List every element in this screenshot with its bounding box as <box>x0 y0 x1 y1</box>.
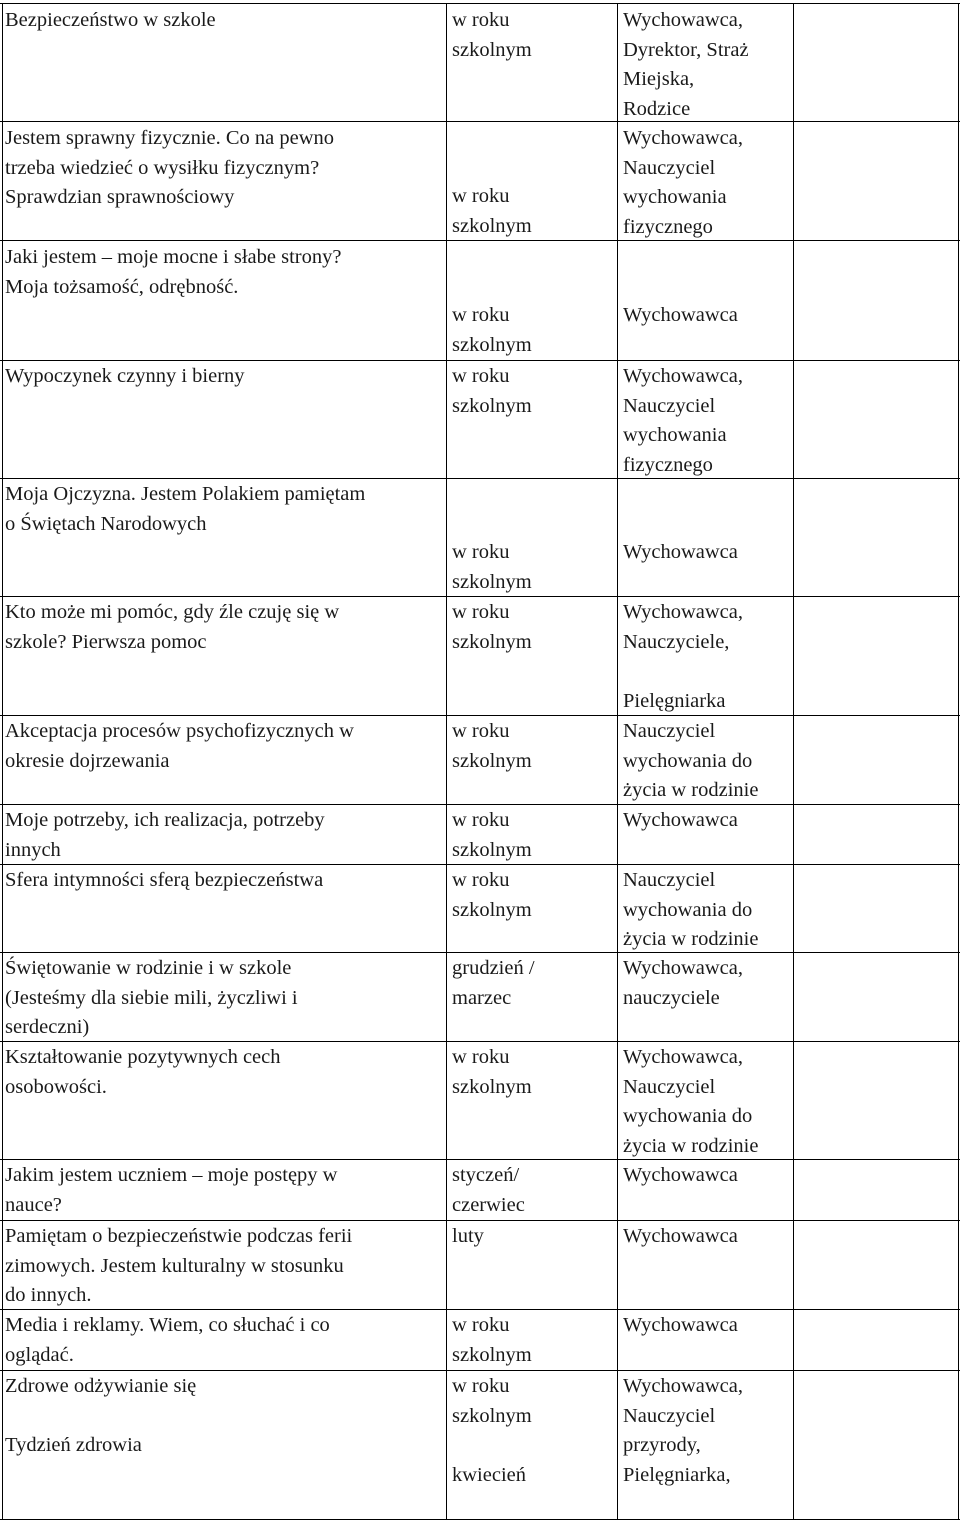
topic-cell: Moja Ojczyzna. Jestem Polakiem pamiętam o Świętach Narodowych <box>5 483 366 535</box>
topic-cell: Jestem sprawny fizycznie. Co na pewno trzeba wiedzieć o wysiłku fizycznym? Sprawdzian sprawnościowy <box>5 127 335 208</box>
term-cell: grudzień / marzec <box>452 957 535 1009</box>
topic-cell: Wypoczynek czynny i bierny <box>5 365 245 387</box>
table-border-right <box>958 3 959 1519</box>
person-cell: Wychowawca, Dyrektor, Straż Miejska, Rodzice <box>623 9 749 120</box>
term-cell: w roku szkolnym <box>452 185 532 237</box>
term-cell: w roku szkolnym <box>452 1046 532 1098</box>
topic-cell: Jaki jestem – moje mocne i słabe strony? Moja tożsamość, odrębność. <box>5 246 342 298</box>
term-cell: w roku szkolnym <box>452 809 532 861</box>
topic-cell: Bezpieczeństwo w szkole <box>5 9 216 31</box>
term-cell: w roku szkolnym <box>452 304 532 356</box>
term-cell: luty <box>452 1225 484 1247</box>
topic-cell: Zdrowe odżywianie się Tydzień zdrowia <box>5 1375 197 1456</box>
person-cell: Nauczyciel wychowania do życia w rodzinie <box>623 720 759 801</box>
topic-cell: Kształtowanie pozytywnych cech osobowości. <box>5 1046 281 1098</box>
person-cell: Wychowawca <box>623 541 738 563</box>
person-cell: Wychowawca <box>623 1314 738 1336</box>
row-divider <box>0 1159 960 1160</box>
person-cell: Wychowawca <box>623 809 738 831</box>
topic-cell: Sfera intymności sferą bezpieczeństwa <box>5 869 324 891</box>
term-cell: w roku szkolnym <box>452 9 532 61</box>
person-cell: Wychowawca, Nauczyciel przyrody, Pielęgniarka, <box>623 1375 743 1486</box>
topic-cell: Akceptacja procesów psychofizycznych w okresie dojrzewania <box>5 720 354 772</box>
term-cell: w roku szkolnym <box>452 365 532 417</box>
table-border-left <box>2 3 3 1519</box>
topic-cell: Pamiętam o bezpieczeństwie podczas ferii zimowych. Jestem kulturalny w stosunku do innych. <box>5 1225 353 1306</box>
topic-cell: Kto może mi pomóc, gdy źle czuję się w szkole? Pierwsza pomoc <box>5 601 340 653</box>
topic-cell: Świętowanie w rodzinie i w szkole (Jesteśmy dla siebie mili, życzliwi i serdeczni) <box>5 957 298 1038</box>
row-divider <box>0 804 960 805</box>
column-divider <box>793 3 794 1519</box>
column-divider <box>617 3 618 1519</box>
person-cell: Wychowawca <box>623 1164 738 1186</box>
row-divider <box>0 478 960 479</box>
row-divider <box>0 952 960 953</box>
table-border-bottom <box>0 1519 960 1520</box>
term-cell: w roku szkolnym <box>452 869 532 921</box>
term-cell: w roku szkolnym <box>452 601 532 653</box>
row-divider <box>0 715 960 716</box>
column-divider <box>446 3 447 1519</box>
person-cell: Wychowawca, Nauczyciele, Pielęgniarka <box>623 601 743 712</box>
topic-cell: Jakim jestem uczniem – moje postępy w nauce? <box>5 1164 338 1216</box>
topic-cell: Media i reklamy. Wiem, co słuchać i co oglądać. <box>5 1314 330 1366</box>
row-divider <box>0 360 960 361</box>
person-cell: Wychowawca, nauczyciele <box>623 957 743 1009</box>
person-cell: Wychowawca <box>623 1225 738 1247</box>
term-cell: w roku szkolnym kwiecień <box>452 1375 532 1486</box>
term-cell: w roku szkolnym <box>452 1314 532 1366</box>
term-cell: w roku szkolnym <box>452 720 532 772</box>
person-cell: Wychowawca, Nauczyciel wychowania fizycznego <box>623 365 743 476</box>
row-divider <box>0 121 960 122</box>
person-cell: Wychowawca, Nauczyciel wychowania fizycznego <box>623 127 743 238</box>
table-border-top <box>0 3 960 4</box>
term-cell: w roku szkolnym <box>452 541 532 593</box>
person-cell: Nauczyciel wychowania do życia w rodzinie <box>623 869 759 950</box>
person-cell: Wychowawca <box>623 304 738 326</box>
row-divider <box>0 1370 960 1371</box>
person-cell: Wychowawca, Nauczyciel wychowania do życia w rodzinie <box>623 1046 759 1157</box>
topic-cell: Moje potrzeby, ich realizacja, potrzeby innych <box>5 809 325 861</box>
row-divider <box>0 1220 960 1221</box>
term-cell: styczeń/ czerwiec <box>452 1164 525 1216</box>
